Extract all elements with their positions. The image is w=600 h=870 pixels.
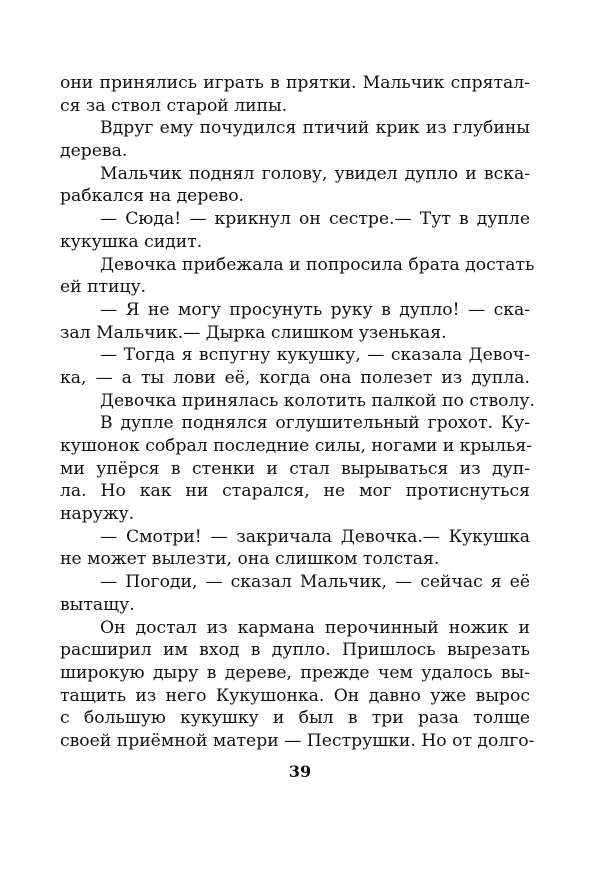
- text-line: — Тогда я вспугну кукушку, — сказала Девоч-: [100, 345, 530, 366]
- book-page-text: [60, 72, 536, 753]
- text-line: ла. Но как ни старался, не мог протиснуться: [60, 481, 530, 502]
- paragraph: [60, 617, 535, 753]
- text-line: расширил им вход в дупло. Пришлось вырезать: [60, 640, 530, 661]
- text-line: своей приёмной матери — Пеструшки. Но от долго-: [60, 730, 535, 751]
- paragraph: [60, 208, 530, 253]
- text-line: Мальчик поднял голову, увидел дупло и вска-: [100, 163, 530, 184]
- text-line: тащить из него Кукушонка. Он давно уже вырос: [60, 685, 530, 706]
- paragraph: [60, 344, 530, 389]
- paragraph: [60, 299, 530, 344]
- paragraph: [60, 390, 536, 413]
- text-line: с большую кукушку и был в три раза толще: [60, 708, 530, 729]
- text-line: Девочка прибежала и попросила брата достать: [100, 254, 535, 275]
- paragraph: [60, 117, 530, 162]
- text-line: они принялись играть в прятки. Мальчик спрятал-: [60, 73, 530, 93]
- text-line: ка, — а ты лови её, когда она полезет из дупла.: [60, 367, 530, 388]
- page-number: 39: [288, 762, 312, 781]
- text-line: — Смотри! — закричала Девочка.— Кукушка: [100, 526, 530, 547]
- text-line: Вдруг ему почудился птичий крик из глубины: [100, 118, 530, 139]
- text-line: наружу.: [60, 504, 135, 525]
- text-line: ей птицу.: [60, 277, 147, 298]
- text-line: кукушка сидит.: [60, 231, 203, 252]
- text-line: дерева.: [60, 141, 128, 162]
- text-line: — Я не могу просунуть руку в дупло! — ска-: [100, 299, 530, 320]
- text-line: ми упёрся в стенки и стал вырываться из дуп-: [60, 458, 530, 479]
- text-line: Девочка принялась колотить палкой по стволу.: [100, 390, 536, 411]
- paragraph: [60, 412, 533, 525]
- text-line: рабкался на дерево.: [60, 186, 245, 207]
- text-line: вытащу.: [60, 594, 135, 615]
- text-line: — Сюда! — крикнул он сестре.— Тут в дупле: [100, 209, 530, 230]
- paragraph: [60, 254, 535, 299]
- paragraph: [60, 571, 530, 616]
- paragraph: [60, 163, 530, 208]
- text-line: широкую дыру в дереве, прежде чем удалось вы-: [60, 662, 530, 683]
- text-line: В дупле поднялся оглушительный грохот. Ку-: [100, 413, 530, 434]
- text-line: Он достал из кармана перочинный ножик и: [100, 617, 530, 638]
- text-line: зал Мальчик.— Дырка слишком узенькая.: [60, 322, 447, 343]
- text-line: ся за ствол старой липы.: [60, 95, 288, 116]
- text-line: кушонок собрал последние силы, ногами и крылья-: [60, 436, 533, 456]
- text-line: не может вылезти, она слишком толстая.: [60, 549, 440, 570]
- paragraph: [60, 526, 530, 571]
- paragraph: [60, 72, 530, 117]
- text-line: — Погоди, — сказал Мальчик, — сейчас я её: [100, 572, 530, 593]
